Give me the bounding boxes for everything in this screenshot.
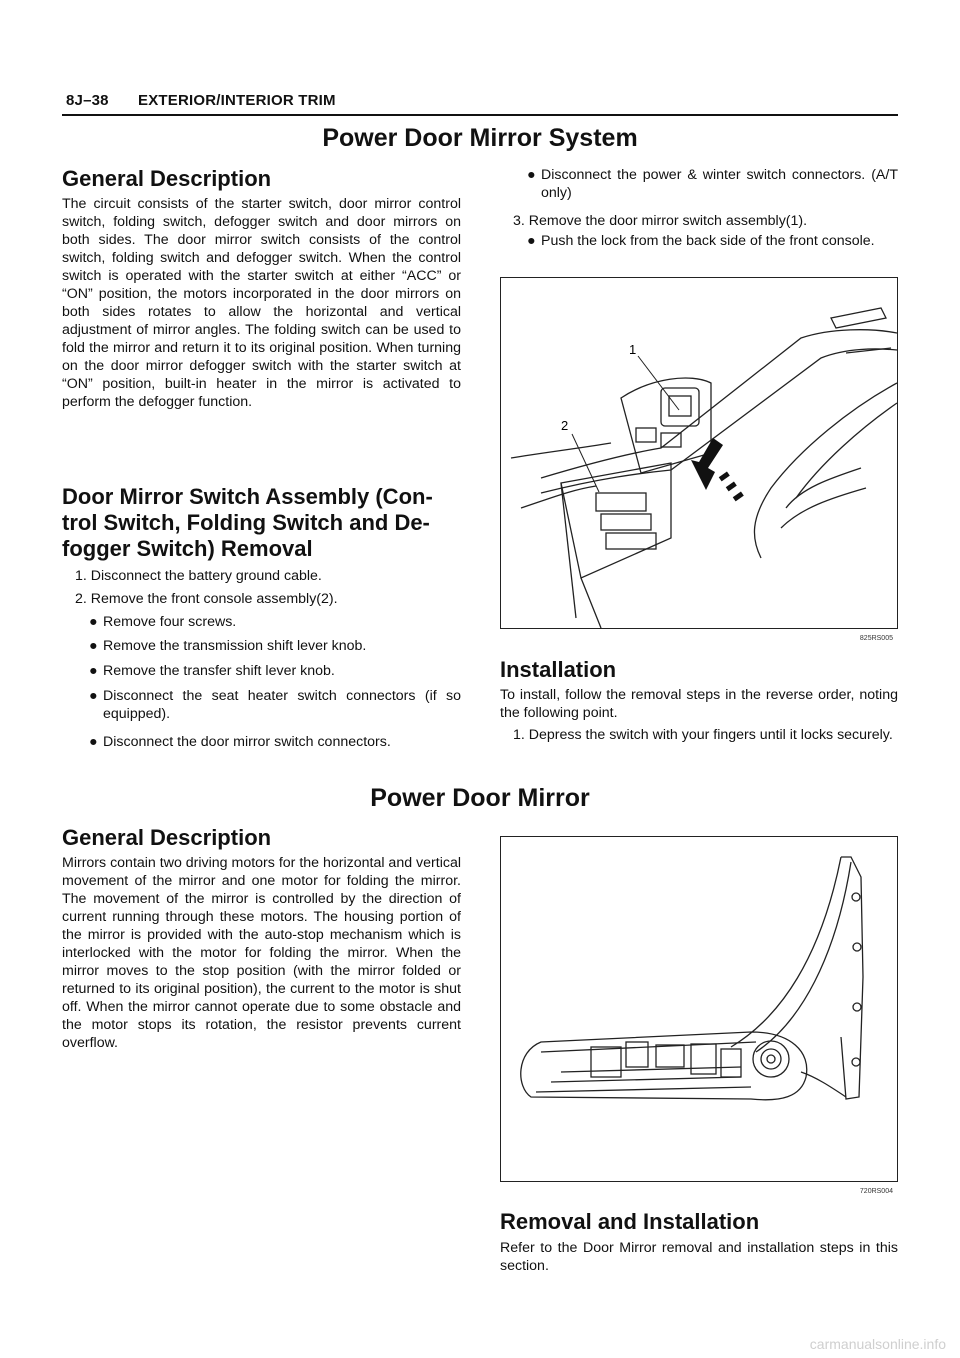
page-number: 8J–38 bbox=[66, 92, 109, 109]
removal-heading bbox=[62, 484, 461, 562]
removal-step-3: 3. Remove the door mirror switch assembly(1). bbox=[513, 213, 808, 229]
bullet-icon: ● bbox=[89, 663, 98, 679]
watermark: carmanualsonline.info bbox=[809, 1336, 946, 1352]
section-title-system: Power Door Mirror System bbox=[322, 124, 638, 152]
installation-step-1: 1. Depress the switch with your fingers until it locks securely. bbox=[513, 727, 893, 743]
figure-mirror-assembly bbox=[500, 836, 898, 1195]
section-title-mirror: Power Door Mirror bbox=[370, 784, 590, 812]
removal-installation-text: Refer to the Door Mirror removal and installation steps in this section. bbox=[500, 1240, 898, 1274]
page-header bbox=[62, 88, 898, 116]
removal-heading-line-1: Door Mirror Switch Assembly (Con- bbox=[62, 484, 433, 509]
callout-1: 1 bbox=[629, 342, 637, 357]
mirror-general-text: Mirrors contain two driving motors for the horizontal and vertical movement of the mirror and one motor for folding the mirror. The movement of the mirror is controlled by the direction of current running through these motors. The housing portion of the mirror is provided with the auto-stop mechanism which is interlocked with the motor for folding the mirror. When the mirror moves to the stop position (with the mirror folded or returned to its original position), the current to the motor is shut off. When the mirror cannot operate due to some obstacle and the motor stops its rotation, the resistor prevents current overflow. bbox=[62, 855, 461, 1051]
removal-heading-line-2: trol Switch, Folding Switch and De- bbox=[62, 510, 430, 535]
removal-step-2: 2. Remove the front console assembly(2). bbox=[75, 591, 338, 607]
removal-installation-heading: Removal and Installation bbox=[500, 1209, 760, 1234]
removal-heading-line-3: fogger Switch) Removal bbox=[62, 536, 313, 561]
bullet-icon: ● bbox=[89, 734, 98, 750]
bullet-icon: ● bbox=[89, 638, 98, 654]
general-description-heading: General Description bbox=[62, 166, 272, 191]
push-arrow-icon bbox=[691, 438, 723, 490]
removal-bullet-power-winter: ● Disconnect the power & winter switch connectors. (A/T only) bbox=[527, 167, 898, 201]
callout-2: 2 bbox=[561, 418, 569, 433]
removal-bullet-seat-heater: ● Disconnect the seat heater switch connectors (if so equipped). bbox=[89, 688, 461, 722]
bullet-icon: ● bbox=[527, 167, 536, 183]
installation-heading: Installation bbox=[500, 657, 617, 682]
removal-bullet-push-lock: ● Push the lock from the back side of the front console. bbox=[527, 233, 875, 249]
mirror-illustration bbox=[501, 837, 897, 1181]
general-description-text: The circuit consists of the starter switch, door mirror control switch, folding switch, defogger switch and door mirrors on both sides. The door mirror switch consists of the control switch, folding switch and defogger switch. When the control switch is operated with the starter switch at either “ACC” or “ON” position, the motors incorporated in the door mirrors on both sides rotates to allow the horizontal and vertical adjustment of mirror angles. The folding switch can be used to fold the mirror and return it to its original position. When turning on the door mirror defogger switch with the starter switch at “ON” position, built-in heater in the mirror is activated to perform the defogger function. bbox=[62, 196, 461, 410]
console-switch-illustration bbox=[501, 278, 897, 628]
bullet-icon: ● bbox=[89, 688, 98, 704]
figure-code: 720RS004 bbox=[859, 1188, 893, 1195]
bullet-icon: ● bbox=[527, 233, 536, 249]
removal-step-1: 1. Disconnect the battery ground cable. bbox=[75, 568, 322, 584]
section-name: EXTERIOR/INTERIOR TRIM bbox=[138, 92, 336, 109]
mirror-general-heading: General Description bbox=[62, 825, 272, 850]
installation-text: To install, follow the removal steps in the reverse order, noting the following point. bbox=[500, 687, 898, 721]
figure-code: 825RS005 bbox=[859, 635, 893, 642]
bullet-icon: ● bbox=[89, 614, 98, 630]
figure-switch-removal bbox=[500, 277, 898, 642]
